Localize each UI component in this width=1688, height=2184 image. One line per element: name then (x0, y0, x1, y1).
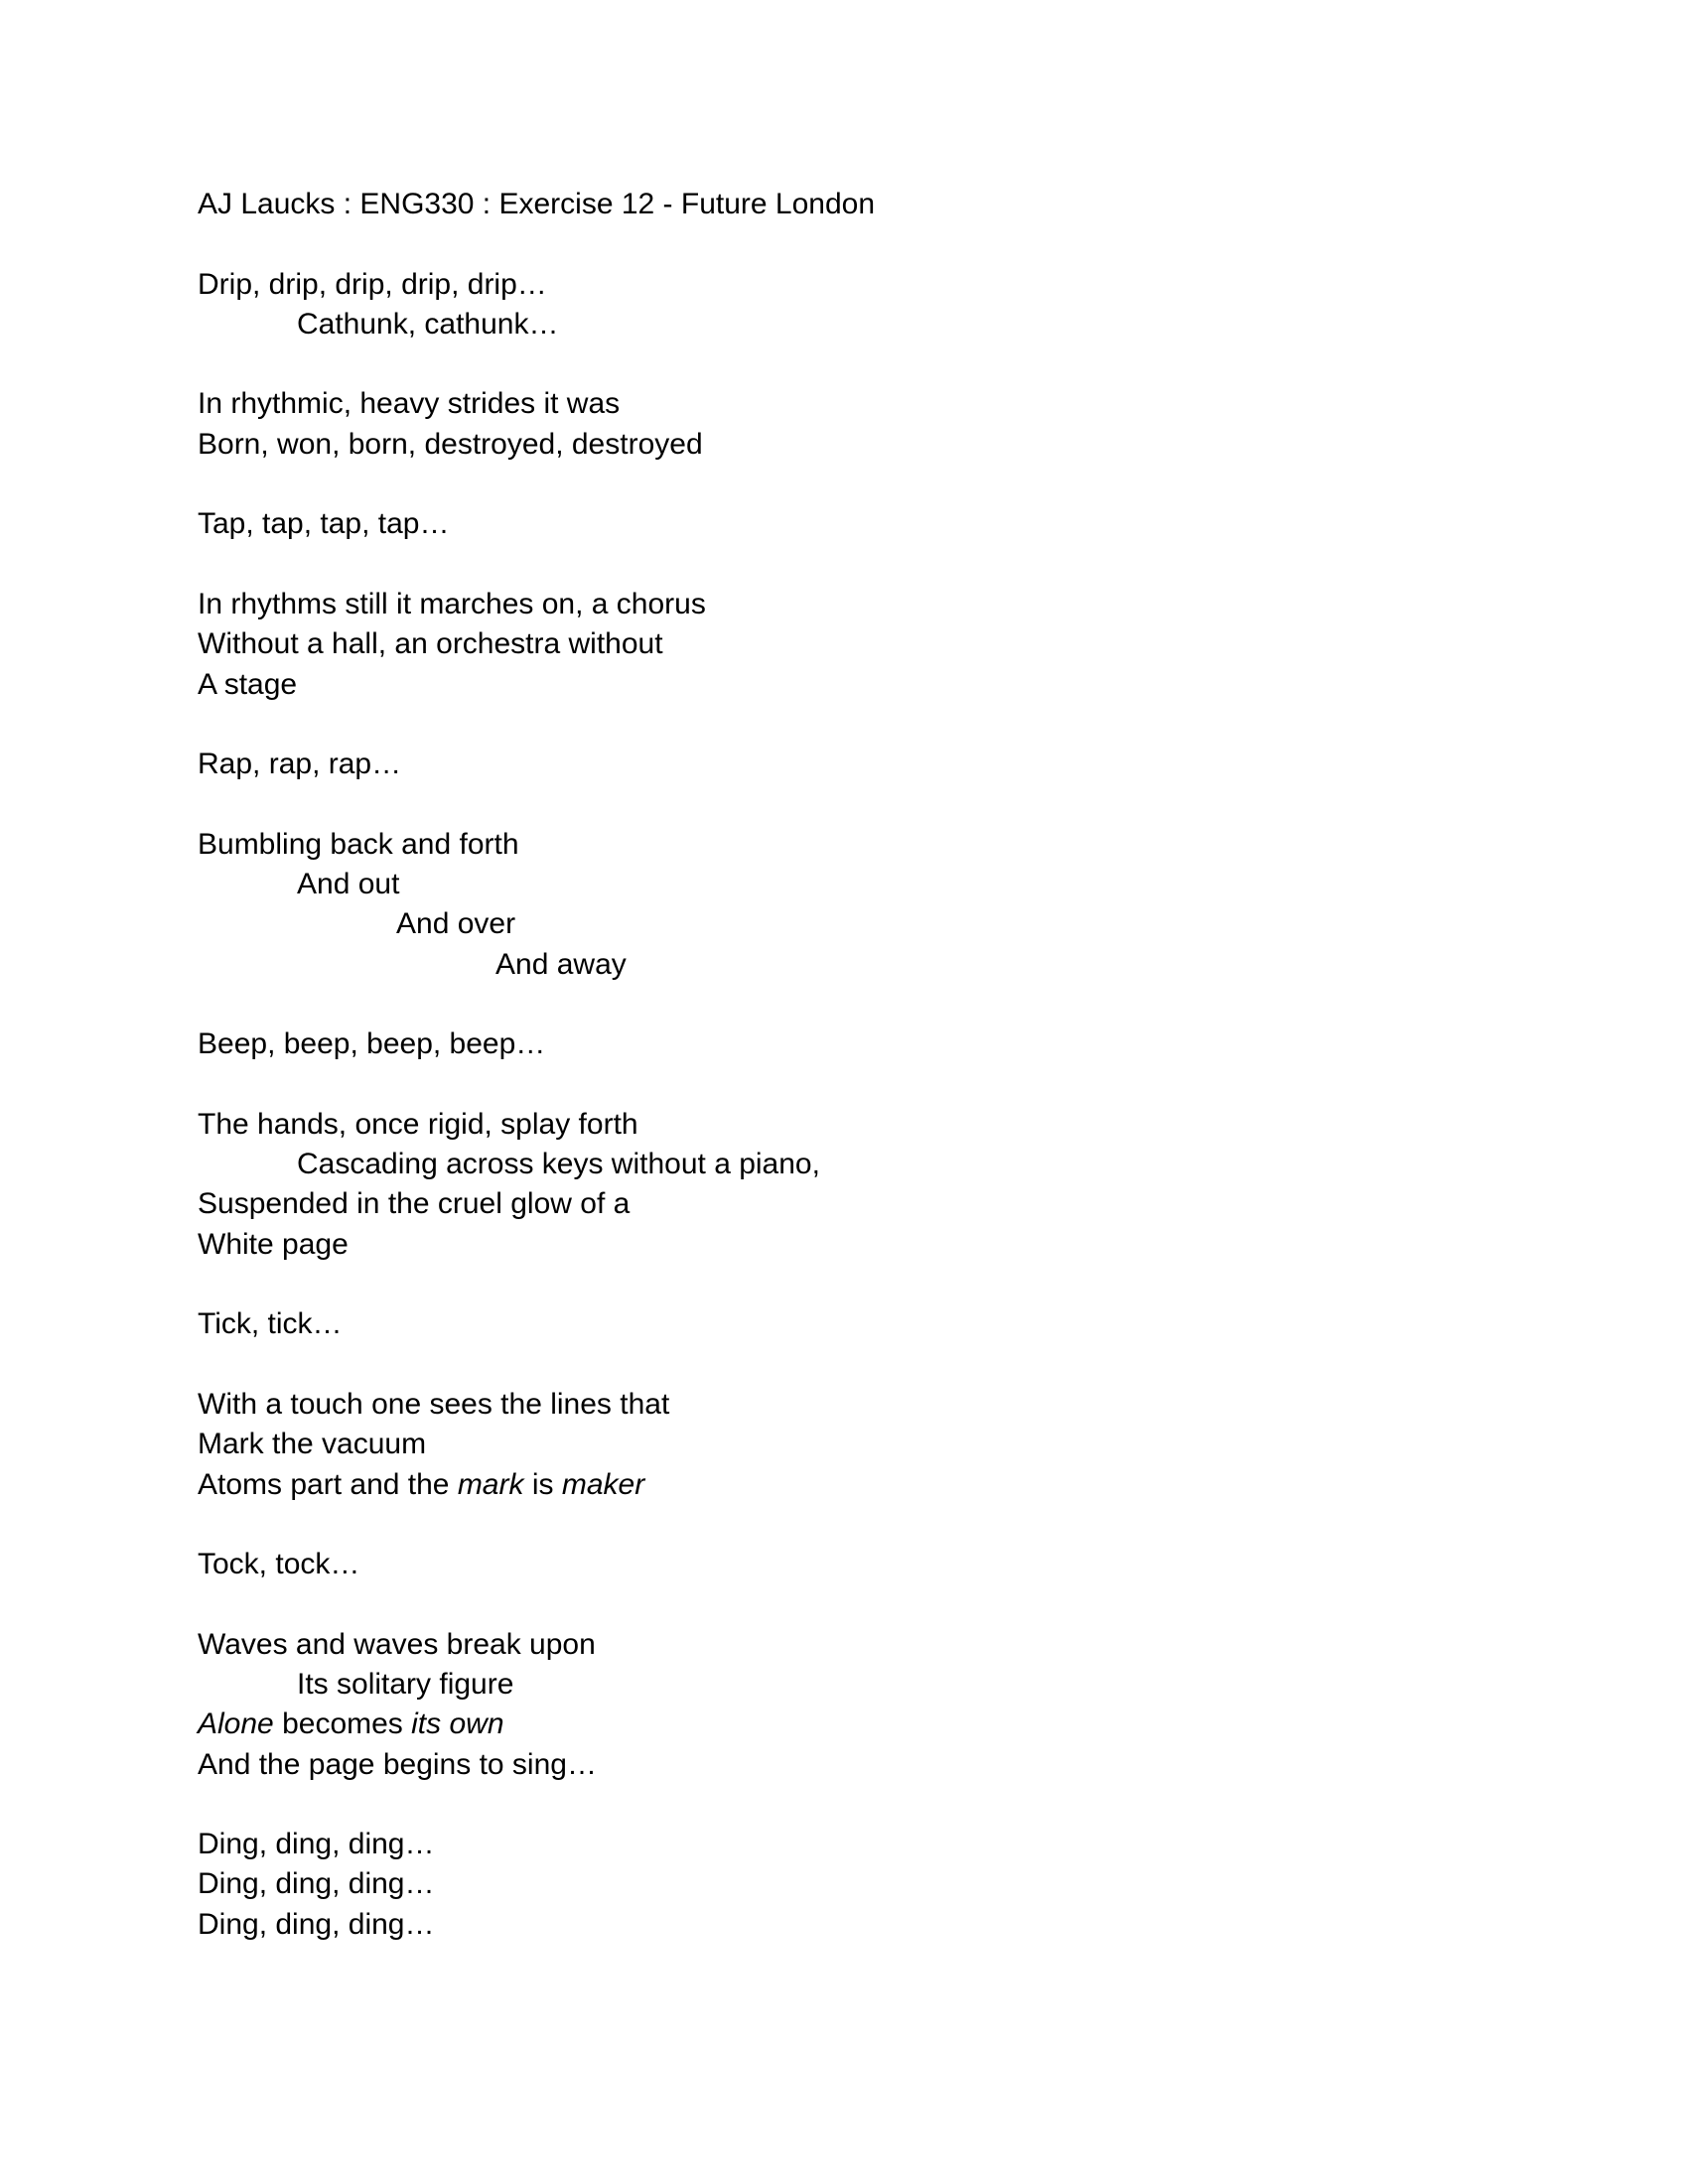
italic-text: maker (561, 1467, 645, 1501)
poem-line: The hands, once rigid, splay forth (198, 1107, 638, 1141)
text-segment: becomes (273, 1707, 412, 1741)
stanza-break (198, 1785, 1488, 1825)
poem-line: And out (297, 868, 400, 901)
poem-line: Ding, ding, ding… (198, 1867, 435, 1901)
text-segment: is (523, 1467, 562, 1501)
poem-line: And away (495, 947, 627, 981)
poem-line: Rap, rap, rap… (198, 748, 402, 781)
stanza-break (198, 1584, 1488, 1624)
poem-line: Bumbling back and forth (198, 827, 519, 861)
poem-line: Beep, beep, beep, beep… (198, 1027, 546, 1061)
poem-line: In rhythms still it marches on, a chorus (198, 587, 706, 620)
poem-line: Tick, tick… (198, 1307, 343, 1341)
stanza-break (198, 224, 1488, 264)
stanza-break (198, 1345, 1488, 1385)
poem-line: Ding, ding, ding… (198, 1907, 435, 1941)
poem-line (198, 1705, 1488, 1744)
poem-line: Tock, tock… (198, 1548, 360, 1581)
poem-line: Mark the vacuum (198, 1428, 427, 1461)
poem-line: Tap, tap, tap, tap… (198, 507, 450, 541)
poem-line (198, 1465, 1488, 1505)
stanza-break (198, 545, 1488, 585)
stanza-break (198, 705, 1488, 745)
stanza-break (198, 1265, 1488, 1304)
poem-line: Suspended in the cruel glow of a (198, 1187, 631, 1221)
poem-line: In rhythmic, heavy strides it was (198, 387, 621, 421)
poem-line: Drip, drip, drip, drip, drip… (198, 267, 547, 301)
poem-line: With a touch one sees the lines that (198, 1387, 670, 1421)
stanza-break (198, 784, 1488, 824)
poem-line: Cathunk, cathunk… (297, 307, 559, 341)
stanza-break (198, 985, 1488, 1024)
poem-line: Born, won, born, destroyed, destroyed (198, 427, 703, 461)
stanza-break (198, 344, 1488, 384)
poem-line: Cascading across keys without a piano, (297, 1148, 820, 1181)
stanza-break (198, 465, 1488, 504)
italic-text: mark (457, 1467, 524, 1501)
italic-text: Alone (198, 1707, 274, 1741)
poem-line: Ding, ding, ding… (198, 1828, 435, 1861)
poem-line: Its solitary figure (297, 1667, 514, 1701)
poem-line: White page (198, 1227, 349, 1261)
poem-line: And the page begins to sing… (198, 1747, 597, 1781)
stanza-break (198, 1505, 1488, 1545)
stanza-break (198, 1065, 1488, 1105)
italic-text: its own (411, 1707, 504, 1741)
text-segment: Atoms part and the (198, 1467, 458, 1501)
poem-body (198, 185, 1488, 1945)
poem-line: Without a hall, an orchestra without (198, 627, 663, 661)
poem-line: And over (396, 907, 516, 941)
document-header: AJ Laucks : ENG330 : Exercise 12 - Future London (198, 188, 876, 220)
poem-line: A stage (198, 667, 298, 701)
poem-line: Waves and waves break upon (198, 1627, 596, 1661)
